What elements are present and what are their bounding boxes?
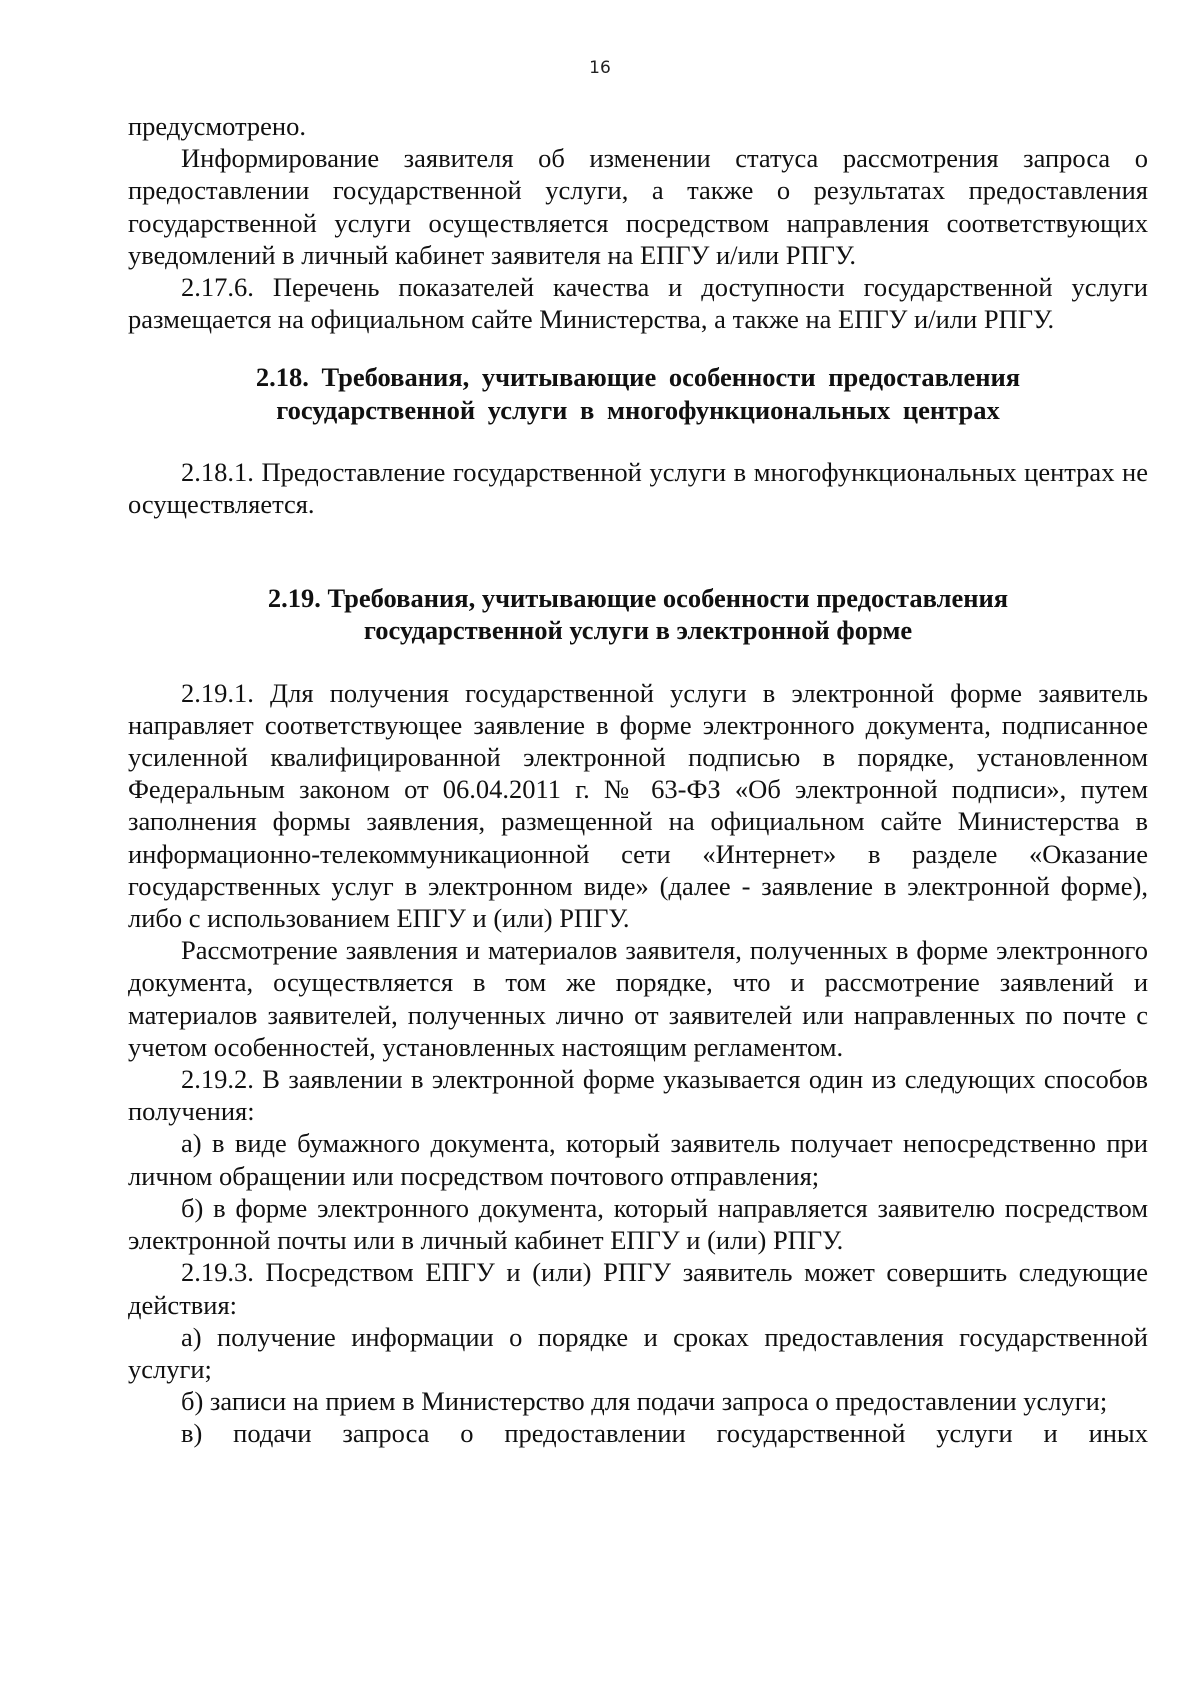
paragraph: 2.19.2. В заявлении в электронной форме указывается один из следующих способов получения: [128,1064,1148,1127]
paragraph: 2.19.3. Посредством ЕПГУ и (или) РПГУ заявитель может совершить следующие действия: [128,1257,1148,1320]
document-body [128,110,1148,1450]
paragraph: предусмотрено. [128,111,306,141]
heading-line: государственной услуги в электронной форме [363,615,913,646]
heading-line: 2.18. Требования, учитывающие особенности предоставления [255,362,1021,393]
heading-line: 2.19. Требования, учитывающие особенности предоставления [267,583,1009,614]
list-item: б) в форме электронного документа, который направляется заявителю посредством электронной почты или в личный кабинет ЕПГУ и (или) РПГУ. [128,1192,1148,1256]
paragraph: 2.18.1. Предоставление государственной услуги в многофункциональных центрах не осуществляется. [128,456,1148,520]
list-item: в) подачи запроса о предоставлении государственной услуги и иных [181,1418,1148,1449]
list-item: а) в виде бумажного документа, который заявитель получает непосредственно при личном обращении или посредством почтового отправления; [128,1128,1148,1191]
paragraph: 2.17.6. Перечень показателей качества и доступности государственной услуги размещается на официальном сайте Министерства, а также на ЕПГУ и/или РПГУ. [128,272,1148,335]
section-heading-2-19 [128,582,1148,646]
paragraph: Информирование заявителя об изменении статуса рассмотрения запроса о предоставлении государственной услуги, а также о результатах предоставления государственной услуги осуществляется посредством направления соответствующих уведомлений в личный кабинет заявителя на ЕПГУ и/или РПГУ. [128,143,1148,270]
section-heading-2-18 [128,361,1148,425]
page-number: 16 [589,58,611,78]
list-item: б) записи на прием в Министерство для подачи запроса о предоставлении услуги; [181,1386,1108,1417]
list-item: а) получение информации о порядке и сроках предоставления государственной услуги; [128,1321,1148,1384]
paragraph: 2.19.1. Для получения государственной услуги в электронной форме заявитель направляет соответствующее заявление в форме электронного документа, подписанное усиленной квалифицированной электронной подписью в порядке, установленном Федеральным законом от 06.04.2011 г. № 63-ФЗ «Об электронной подписи», путем заполнения формы заявления, размещенной на официальном сайте Министерства в информационно-телекоммуникационной сети «Интернет» в разделе «Оказание государственных услуг в электронном виде» (далее - заявление в электронной форме), либо с использованием ЕПГУ и (или) РПГУ. [128,677,1148,934]
heading-line: государственной услуги в многофункциональных центрах [276,394,1000,425]
paragraph: Рассмотрение заявления и материалов заявителя, полученных в форме электронного документа, осуществляется в том же порядке, что и рассмотрение заявлений и материалов заявителей, полученных лично от заявителей или направленных по почте с учетом особенностей, установленных настоящим регламентом. [128,935,1148,1062]
